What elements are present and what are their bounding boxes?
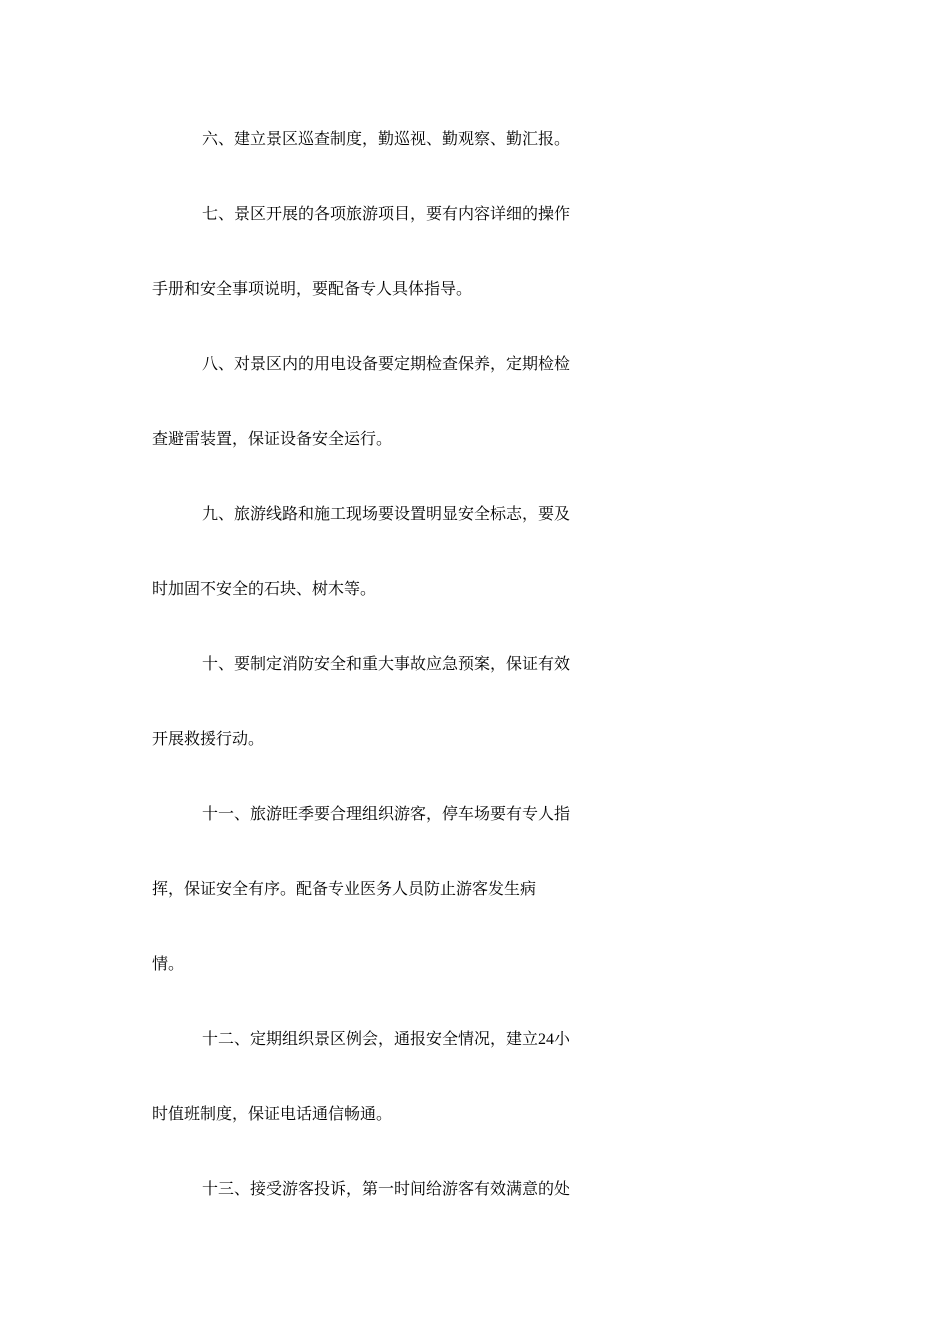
paragraph-line: 六、建立景区巡查制度，勤巡视、勤观察、勤汇报。 bbox=[202, 131, 571, 148]
paragraph-line: 时加固不安全的石块、树木等。 bbox=[152, 581, 377, 598]
paragraph-line: 七、景区开展的各项旅游项目，要有内容详细的操作 bbox=[202, 206, 571, 223]
paragraph-11 bbox=[152, 801, 802, 1026]
paragraph-line: 十、要制定消防安全和重大事故应急预案，保证有效 bbox=[202, 656, 571, 673]
paragraph-7 bbox=[152, 201, 802, 351]
paragraph-13 bbox=[152, 1176, 802, 1251]
paragraph-line: 查避雷装置，保证设备安全运行。 bbox=[152, 431, 393, 448]
paragraph-8 bbox=[152, 351, 802, 501]
paragraph-line: 情。 bbox=[152, 956, 185, 973]
paragraph-12 bbox=[152, 1026, 802, 1176]
paragraph-6 bbox=[152, 126, 802, 201]
paragraph-line: 开展救援行动。 bbox=[152, 731, 265, 748]
paragraph-line: 九、旅游线路和施工现场要设置明显安全标志，要及 bbox=[202, 506, 571, 523]
paragraph-line: 时值班制度，保证电话通信畅通。 bbox=[152, 1106, 393, 1123]
paragraph-line: 十一、旅游旺季要合理组织游客，停车场要有专人指 bbox=[202, 806, 571, 823]
paragraph-line: 十三、接受游客投诉，第一时间给游客有效满意的处 bbox=[202, 1181, 571, 1198]
paragraph-line: 手册和安全事项说明，要配备专人具体指导。 bbox=[152, 281, 473, 298]
paragraph-10 bbox=[152, 651, 802, 801]
paragraph-line: 十二、定期组织景区例会，通报安全情况，建立24小 bbox=[202, 1031, 571, 1048]
paragraph-9 bbox=[152, 501, 802, 651]
paragraph-line: 挥，保证安全有序。配备专业医务人员防止游客发生病 bbox=[152, 881, 537, 898]
paragraph-line: 八、对景区内的用电设备要定期检查保养，定期检检 bbox=[202, 356, 571, 373]
document-body bbox=[152, 126, 802, 1251]
